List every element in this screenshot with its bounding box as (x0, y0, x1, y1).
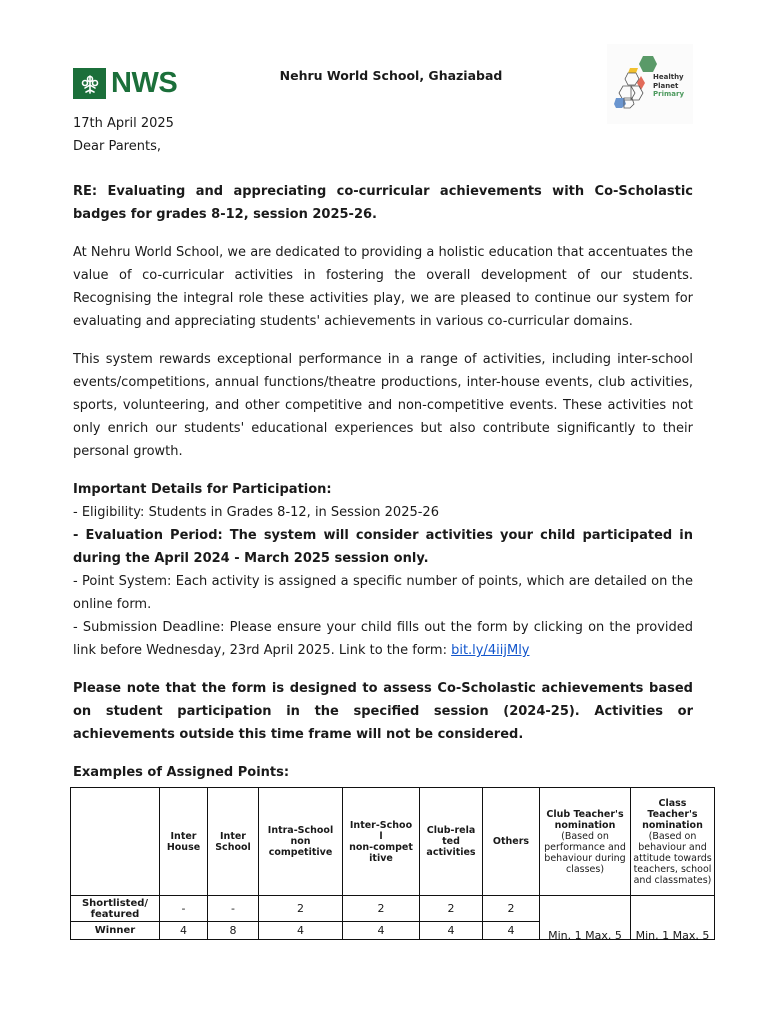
paragraph-intro: At Nehru World School, we are dedicated to providing a holistic education that accentuates the value of co-curricular activities in fostering the overall development of our students. Recognising the integral role these activities play, we are pleased to continue our system for evaluating and appreciating students' achievements in various co-curricular domains. (73, 245, 693, 329)
cell-others: 4 (483, 922, 540, 940)
header-class-teacher-nomination: Class Teacher's nomination (Based on behaviour and attitude towards teachers, school and classmates) (631, 788, 715, 896)
cell-others: 2 (483, 896, 540, 922)
cell-inter-school-nc: 2 (343, 896, 420, 922)
header-others: Others (483, 788, 540, 896)
healthy-planet-text: Healthy Planet Primary (653, 73, 685, 98)
cell-intra-school: 4 (259, 922, 343, 940)
note-paragraph: Please note that the form is designed to assess Co-Scholastic achievements based on student participation in the specified session (2024-25). Activities or achievements outside this time frame will not be considered. (73, 681, 693, 742)
subject-line: RE: Evaluating and appreciating co-curricular achievements with Co-Scholastic badges for grades 8-12, session 2025-26. (73, 184, 693, 222)
cell-class-teacher-nomination: Min. 1 Max. 5 (631, 896, 715, 940)
header-club-related-activities: Club-rela ted activities (420, 788, 483, 896)
cell-inter-school: - (208, 896, 259, 922)
header-intra-school-non-competitive: Intra-School non competitive (259, 788, 343, 896)
cell-inter-house: 4 (160, 922, 208, 940)
greeting: Dear Parents, (73, 139, 161, 154)
cell-intra-school: 2 (259, 896, 343, 922)
cell-club-teacher-nomination: Min. 1 Max. 5 (540, 896, 631, 940)
school-name: Nehru World School, Ghaziabad (279, 68, 503, 83)
eligibility-line: - Eligibility: Students in Grades 8-12, in Session 2025-26 (73, 505, 439, 520)
submission-deadline-line (73, 616, 693, 662)
form-link[interactable]: bit.ly/4iijMly (451, 643, 530, 658)
cell-inter-house: - (160, 896, 208, 922)
letter-date: 17th April 2025 (73, 116, 174, 131)
header-inter-school-non-competitive: Inter-Schoo l non-compet itive (343, 788, 420, 896)
deadline-text: - Submission Deadline: Please ensure your child fills out the form by clicking on the provided link before Wednesday, 23rd April 2025. Link to the form: (73, 620, 693, 658)
header-empty-cell (71, 788, 160, 896)
logo-text: NWS (111, 67, 178, 99)
cell-inter-school-nc: 4 (343, 922, 420, 940)
assigned-points-table (70, 787, 715, 940)
point-system-line: - Point System: Each activity is assigned a specific number of points, which are detailed on the online form. (73, 574, 693, 612)
cell-club-related: 4 (420, 922, 483, 940)
evaluation-period-line: - Evaluation Period: The system will consider activities your child participated in during the April 2024 - March 2025 session only. (73, 528, 693, 566)
header-inter-house: Inter House (160, 788, 208, 896)
paragraph-system: This system rewards exceptional performance in a range of activities, including inter-school events/competitions, annual functions/theatre productions, inter-house events, club activities, sports, volunteering, and other competitive and non-competitive events. These activities not only enrich our students' educational experiences but also contribute significantly to their personal growth. (73, 352, 693, 459)
cell-inter-school: 8 (208, 922, 259, 940)
examples-heading: Examples of Assigned Points: (73, 765, 290, 780)
details-heading: Important Details for Participation: (73, 482, 332, 497)
header-club-teacher-nomination: Club Teacher's nomination (Based on performance and behaviour during classes) (540, 788, 631, 896)
row-label: Winner (71, 922, 160, 940)
table-header-row (71, 788, 715, 896)
cell-club-related: 2 (420, 896, 483, 922)
row-label: Shortlisted/ featured (71, 896, 160, 922)
hexagon-cubes-icon (613, 54, 657, 112)
table-row-shortlisted (71, 896, 715, 922)
header-inter-school: Inter School (208, 788, 259, 896)
